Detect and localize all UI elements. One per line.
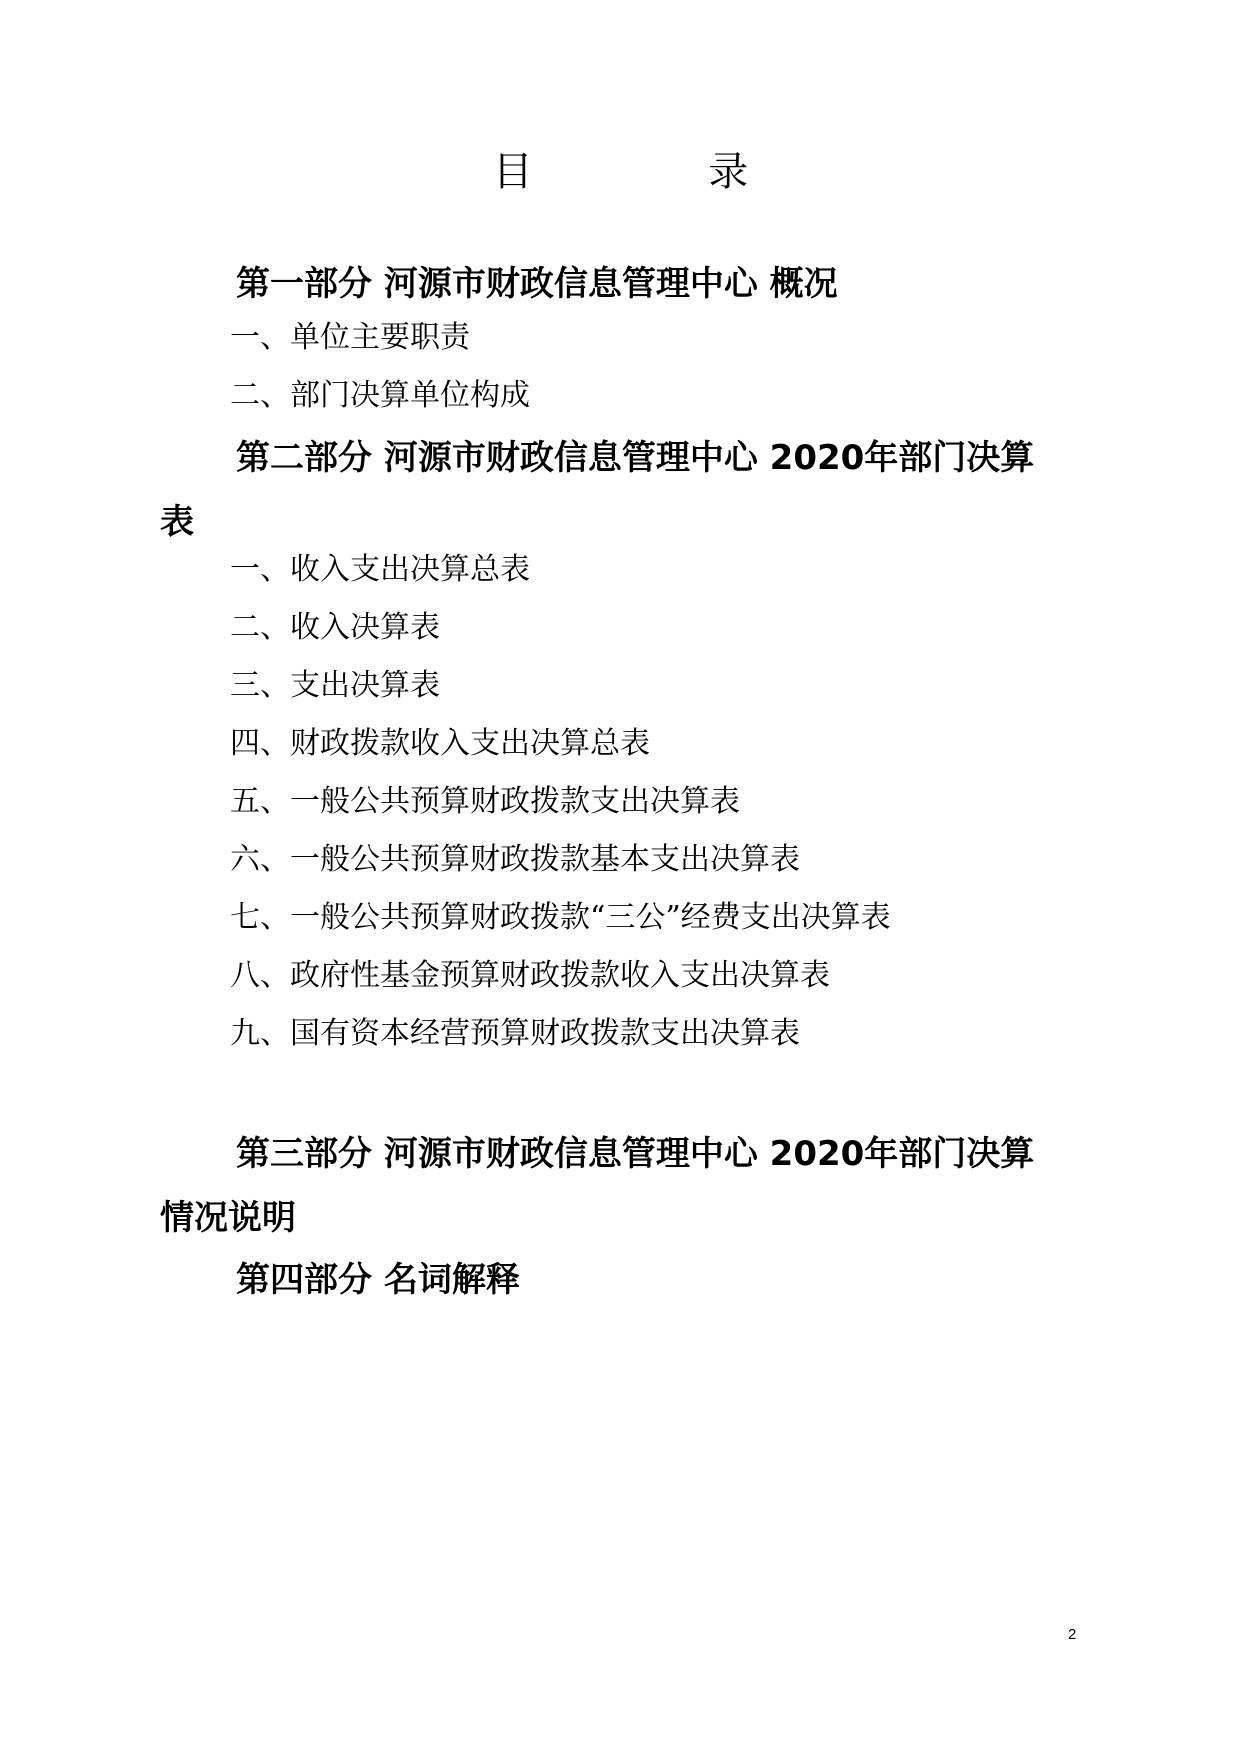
page-number: 2 <box>1068 1626 1077 1643</box>
toc-item: 五、一般公共预算财政拨款支出决算表 <box>230 784 740 819</box>
toc-item: 九、国有资本经营预算财政拨款支出决算表 <box>230 1016 800 1051</box>
toc-item: 二、收入决算表 <box>230 610 440 645</box>
page-title <box>0 148 1241 196</box>
toc-item: 六、一般公共预算财政拨款基本支出决算表 <box>230 842 800 877</box>
toc-item: 八、政府性基金预算财政拨款收入支出决算表 <box>230 958 830 993</box>
toc-item: 一、收入支出决算总表 <box>230 552 530 587</box>
toc-item: 一、单位主要职责 <box>230 320 470 355</box>
toc-part-1-heading: 第一部分 河源市财政信息管理中心 概况 <box>236 264 838 304</box>
title-char-mu: 目 <box>492 149 533 195</box>
toc-item: 七、一般公共预算财政拨款“三公”经费支出决算表 <box>230 900 891 935</box>
title-char-lu: 录 <box>708 149 749 195</box>
toc-part-4-heading: 第四部分 名词解释 <box>236 1260 520 1300</box>
toc-part-3-heading: 第三部分 河源市财政信息管理中心 2020年部门决算情况说明 <box>160 1134 1035 1238</box>
toc-item: 四、财政拨款收入支出决算总表 <box>230 726 650 761</box>
toc-item: 三、支出决算表 <box>230 668 440 703</box>
toc-part-2-heading: 第二部分 河源市财政信息管理中心 2020年部门决算表 <box>160 438 1035 542</box>
toc-item: 二、部门决算单位构成 <box>230 378 530 413</box>
